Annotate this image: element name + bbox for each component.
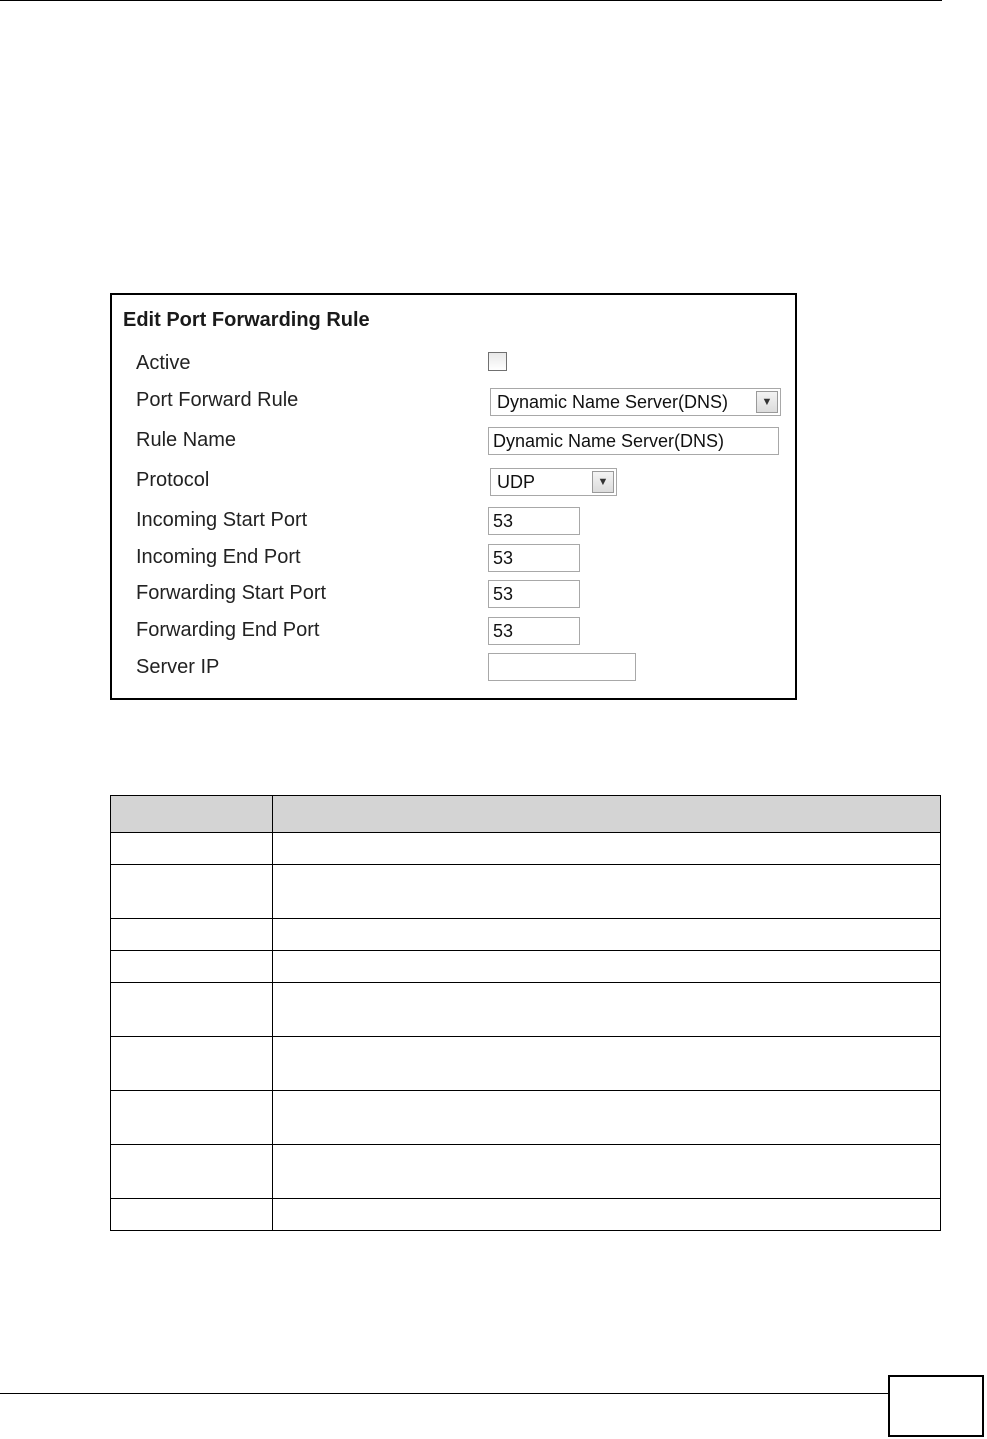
table-cell: [273, 1037, 941, 1091]
table-cell: [111, 865, 273, 919]
edit-port-forwarding-panel: [110, 293, 797, 700]
table-header-row: [111, 796, 941, 833]
table-row: [111, 919, 941, 951]
description-table: [110, 795, 941, 1231]
table-row: [111, 833, 941, 865]
rule-name-input[interactable]: Dynamic Name Server(DNS): [488, 427, 779, 455]
table-row: [111, 1145, 941, 1199]
table-cell: [273, 983, 941, 1037]
table-row: [111, 1091, 941, 1145]
table-header-label: [111, 796, 273, 833]
port-forward-rule-value: Dynamic Name Server(DNS): [497, 392, 729, 412]
table-cell: [273, 919, 941, 951]
forwarding-end-port-input[interactable]: 53: [488, 617, 580, 645]
table-cell: [111, 919, 273, 951]
table-row: [111, 1199, 941, 1231]
protocol-select[interactable]: [490, 468, 617, 496]
forwarding-start-port-input[interactable]: 53: [488, 580, 580, 608]
chevron-down-icon[interactable]: ▼: [756, 391, 778, 413]
page-number-box: [888, 1375, 984, 1437]
chevron-down-icon[interactable]: ▼: [592, 471, 614, 493]
table-header-description: [273, 796, 941, 833]
table-cell: [111, 1199, 273, 1231]
table-cell: [111, 951, 273, 983]
incoming-start-port-input[interactable]: 53: [488, 507, 580, 535]
active-label: Active: [136, 352, 191, 374]
panel-title: Edit Port Forwarding Rule: [123, 309, 370, 331]
table-cell: [111, 833, 273, 865]
incoming-end-port-label: Incoming End Port: [136, 546, 301, 568]
table-cell: [111, 1091, 273, 1145]
table-cell: [111, 1037, 273, 1091]
incoming-end-port-input[interactable]: 53: [488, 544, 580, 572]
table-row: [111, 983, 941, 1037]
protocol-value: UDP: [497, 472, 536, 492]
server-ip-label: Server IP: [136, 656, 220, 678]
table-cell: [111, 983, 273, 1037]
table-cell: [273, 1091, 941, 1145]
forwarding-end-port-label: Forwarding End Port: [136, 619, 320, 641]
table-cell: [273, 1145, 941, 1199]
incoming-start-port-label: Incoming Start Port: [136, 509, 308, 531]
port-forward-rule-select[interactable]: [490, 388, 781, 416]
table-cell: [273, 951, 941, 983]
bottom-divider: [0, 1393, 888, 1394]
server-ip-input[interactable]: [488, 653, 636, 681]
table-row: [111, 951, 941, 983]
active-checkbox[interactable]: [488, 352, 507, 371]
table-cell: [273, 833, 941, 865]
table-cell: [111, 1145, 273, 1199]
table-row: [111, 1037, 941, 1091]
table-cell: [273, 1199, 941, 1231]
top-divider: [0, 0, 942, 1]
port-forward-rule-label: Port Forward Rule: [136, 389, 299, 411]
table-row: [111, 865, 941, 919]
table-cell: [273, 865, 941, 919]
protocol-label: Protocol: [136, 469, 210, 491]
rule-name-label: Rule Name: [136, 429, 237, 451]
forwarding-start-port-label: Forwarding Start Port: [136, 582, 327, 604]
